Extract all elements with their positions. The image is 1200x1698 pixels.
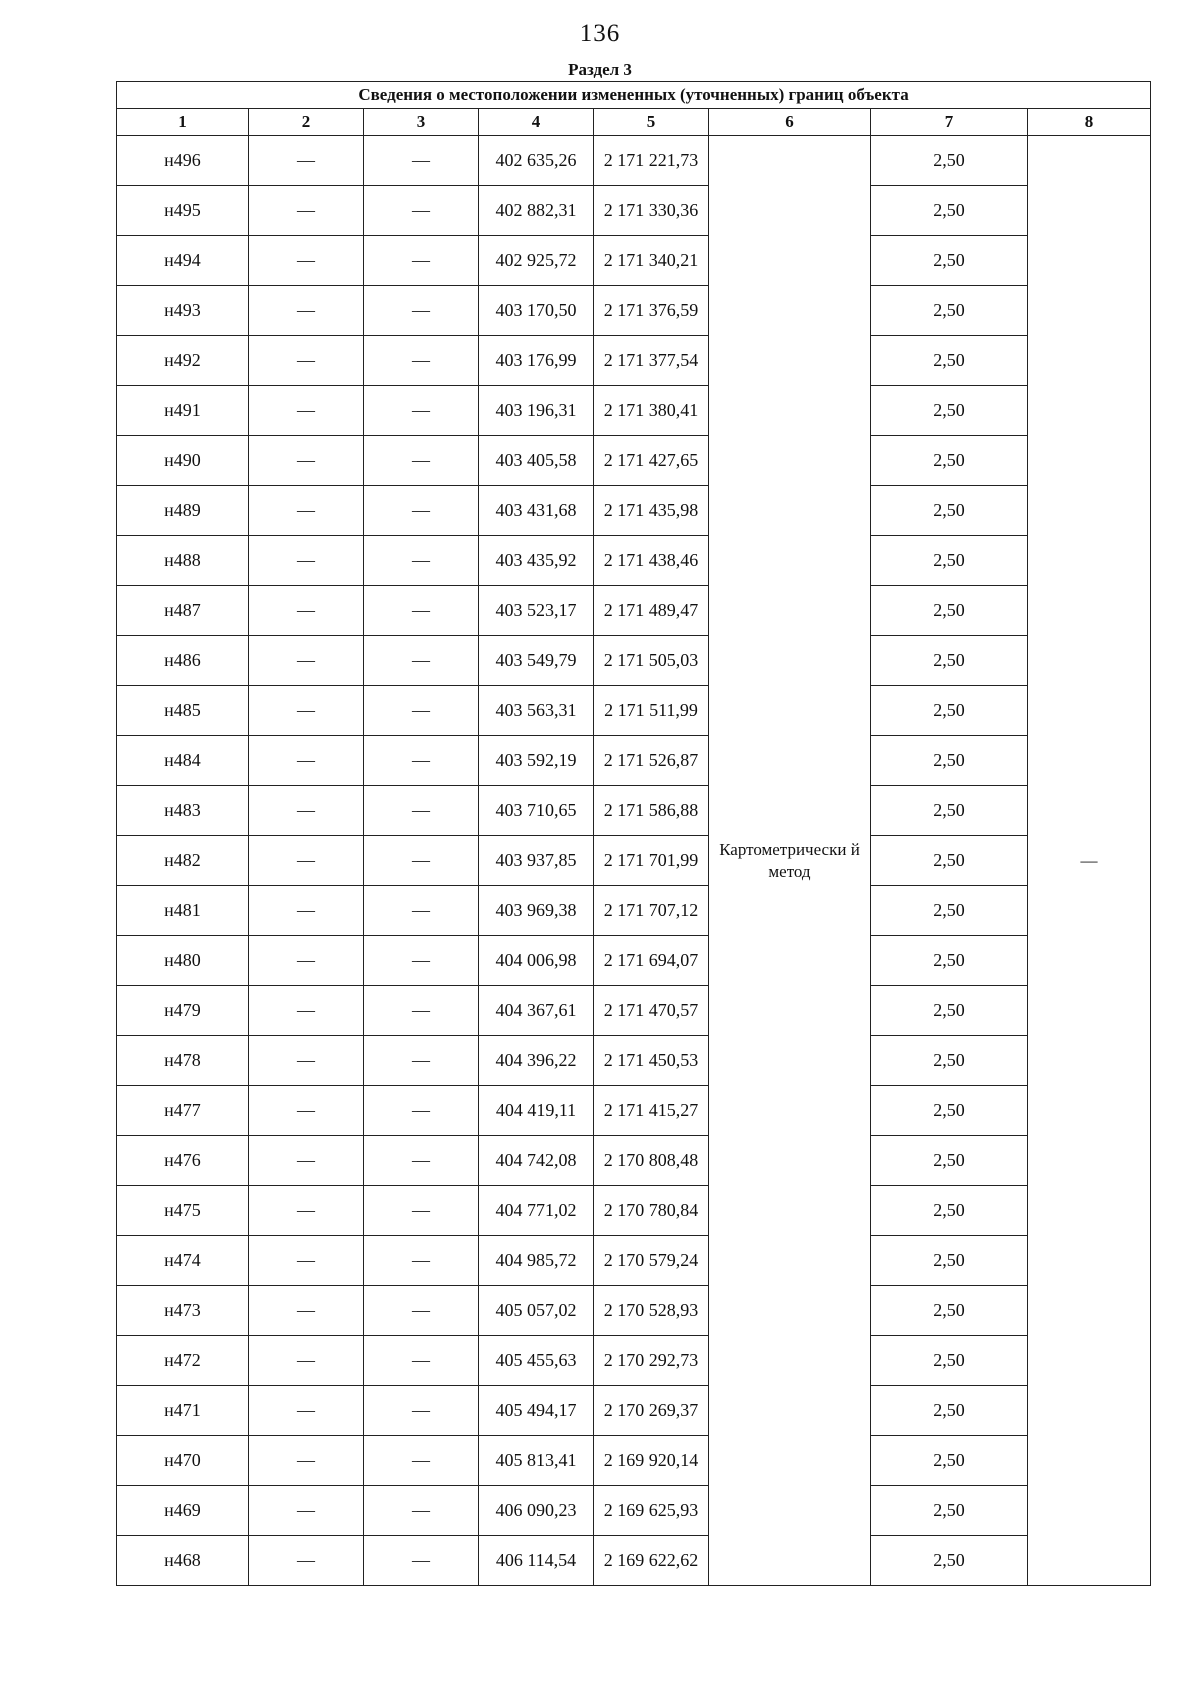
coordinate-x: 405 455,63	[479, 1336, 594, 1386]
coordinate-y: 2 170 269,37	[594, 1386, 709, 1436]
accuracy-value: 2,50	[871, 936, 1028, 986]
table-row	[117, 836, 1151, 886]
table-row	[117, 786, 1151, 836]
col3-value: —	[364, 986, 479, 1036]
coordinate-x: 402 635,26	[479, 136, 594, 186]
point-number: н470	[117, 1436, 249, 1486]
table-row	[117, 186, 1151, 236]
table-row	[117, 286, 1151, 336]
accuracy-value: 2,50	[871, 186, 1028, 236]
point-number: н495	[117, 186, 249, 236]
table-row	[117, 1186, 1151, 1236]
coordinate-y: 2 171 450,53	[594, 1036, 709, 1086]
col3-value: —	[364, 486, 479, 536]
table-body	[117, 136, 1151, 1586]
table-row	[117, 136, 1151, 186]
table-row	[117, 936, 1151, 986]
coordinate-y: 2 171 707,12	[594, 886, 709, 936]
point-number: н474	[117, 1236, 249, 1286]
table-row	[117, 986, 1151, 1036]
point-number: н484	[117, 736, 249, 786]
accuracy-value: 2,50	[871, 786, 1028, 836]
accuracy-value: 2,50	[871, 436, 1028, 486]
col3-value: —	[364, 1436, 479, 1486]
col3-value: —	[364, 1386, 479, 1436]
col3-value: —	[364, 1486, 479, 1536]
coordinate-y: 2 170 528,93	[594, 1286, 709, 1336]
point-number: н475	[117, 1186, 249, 1236]
col2-value: —	[249, 536, 364, 586]
table-row	[117, 436, 1151, 486]
col3-value: —	[364, 336, 479, 386]
accuracy-value: 2,50	[871, 586, 1028, 636]
column-header-6: 6	[709, 109, 871, 136]
coordinate-x: 403 710,65	[479, 786, 594, 836]
accuracy-value: 2,50	[871, 1086, 1028, 1136]
coordinate-x: 405 813,41	[479, 1436, 594, 1486]
table-row	[117, 236, 1151, 286]
col2-value: —	[249, 1536, 364, 1586]
coordinate-x: 404 006,98	[479, 936, 594, 986]
col2-value: —	[249, 936, 364, 986]
table-caption: Сведения о местоположении измененных (уточненных) границ объекта	[117, 82, 1151, 109]
col2-value: —	[249, 1436, 364, 1486]
point-number: н483	[117, 786, 249, 836]
coordinate-y: 2 171 221,73	[594, 136, 709, 186]
accuracy-value: 2,50	[871, 136, 1028, 186]
col2-value: —	[249, 736, 364, 786]
point-number: н485	[117, 686, 249, 736]
col2-value: —	[249, 1186, 364, 1236]
col3-value: —	[364, 236, 479, 286]
point-number: н489	[117, 486, 249, 536]
table-row	[117, 636, 1151, 686]
accuracy-value: 2,50	[871, 1136, 1028, 1186]
accuracy-value: 2,50	[871, 336, 1028, 386]
col3-value: —	[364, 686, 479, 736]
point-number: н480	[117, 936, 249, 986]
accuracy-value: 2,50	[871, 986, 1028, 1036]
point-number: н496	[117, 136, 249, 186]
point-number: н478	[117, 1036, 249, 1086]
accuracy-value: 2,50	[871, 1036, 1028, 1086]
col3-value: —	[364, 1136, 479, 1186]
coordinate-y: 2 171 470,57	[594, 986, 709, 1036]
col3-value: —	[364, 736, 479, 786]
col3-value: —	[364, 136, 479, 186]
column-header-8: 8	[1028, 109, 1151, 136]
coordinate-x: 403 176,99	[479, 336, 594, 386]
accuracy-value: 2,50	[871, 886, 1028, 936]
col2-value: —	[249, 1086, 364, 1136]
accuracy-value: 2,50	[871, 1236, 1028, 1286]
table-row	[117, 1136, 1151, 1186]
coordinate-x: 403 196,31	[479, 386, 594, 436]
col3-value: —	[364, 436, 479, 486]
col3-value: —	[364, 386, 479, 436]
column-header-2: 2	[249, 109, 364, 136]
accuracy-value: 2,50	[871, 286, 1028, 336]
table-row	[117, 336, 1151, 386]
table-row	[117, 736, 1151, 786]
coordinate-x: 403 592,19	[479, 736, 594, 786]
coordinate-y: 2 171 586,88	[594, 786, 709, 836]
column-header-1: 1	[117, 109, 249, 136]
coordinate-y: 2 171 427,65	[594, 436, 709, 486]
point-number: н492	[117, 336, 249, 386]
table-row	[117, 536, 1151, 586]
col3-value: —	[364, 1036, 479, 1086]
col2-value: —	[249, 136, 364, 186]
coordinate-y: 2 171 340,21	[594, 236, 709, 286]
coordinate-y: 2 170 808,48	[594, 1136, 709, 1186]
accuracy-value: 2,50	[871, 386, 1028, 436]
coordinate-y: 2 171 489,47	[594, 586, 709, 636]
point-number: н490	[117, 436, 249, 486]
col3-value: —	[364, 786, 479, 836]
coordinate-x: 404 742,08	[479, 1136, 594, 1186]
coordinate-x: 403 170,50	[479, 286, 594, 336]
point-number: н472	[117, 1336, 249, 1386]
accuracy-value: 2,50	[871, 636, 1028, 686]
table-row	[117, 1536, 1151, 1586]
col2-value: —	[249, 236, 364, 286]
col3-value: —	[364, 286, 479, 336]
coordinate-y: 2 171 330,36	[594, 186, 709, 236]
coordinate-y: 2 170 579,24	[594, 1236, 709, 1286]
col2-value: —	[249, 1136, 364, 1186]
col2-value: —	[249, 186, 364, 236]
col2-value: —	[249, 786, 364, 836]
coordinate-x: 403 937,85	[479, 836, 594, 886]
col2-value: —	[249, 386, 364, 436]
table-row	[117, 1336, 1151, 1386]
coordinate-x: 402 925,72	[479, 236, 594, 286]
table-row	[117, 386, 1151, 436]
coordinate-y: 2 171 435,98	[594, 486, 709, 536]
column-header-4: 4	[479, 109, 594, 136]
col2-value: —	[249, 1236, 364, 1286]
table-row	[117, 1036, 1151, 1086]
col2-value: —	[249, 836, 364, 886]
point-number: н479	[117, 986, 249, 1036]
col3-value: —	[364, 186, 479, 236]
coordinate-x: 402 882,31	[479, 186, 594, 236]
coordinate-y: 2 171 511,99	[594, 686, 709, 736]
accuracy-value: 2,50	[871, 736, 1028, 786]
accuracy-value: 2,50	[871, 836, 1028, 886]
col2-value: —	[249, 1486, 364, 1536]
accuracy-value: 2,50	[871, 1486, 1028, 1536]
table-header-row	[117, 109, 1151, 136]
accuracy-value: 2,50	[871, 1336, 1028, 1386]
table-row	[117, 1486, 1151, 1536]
page-number: 136	[579, 20, 621, 47]
accuracy-value: 2,50	[871, 1436, 1028, 1486]
col3-value: —	[364, 1336, 479, 1386]
coordinate-x: 403 563,31	[479, 686, 594, 736]
col3-value: —	[364, 836, 479, 886]
coordinate-x: 404 396,22	[479, 1036, 594, 1086]
coordinate-y: 2 171 380,41	[594, 386, 709, 436]
coordinate-y: 2 169 622,62	[594, 1536, 709, 1586]
coordinate-y: 2 171 376,59	[594, 286, 709, 336]
coordinate-x: 403 549,79	[479, 636, 594, 686]
col2-value: —	[249, 1336, 364, 1386]
point-number: н471	[117, 1386, 249, 1436]
col3-value: —	[364, 1286, 479, 1336]
point-number: н473	[117, 1286, 249, 1336]
col3-value: —	[364, 936, 479, 986]
coordinate-y: 2 171 701,99	[594, 836, 709, 886]
accuracy-value: 2,50	[871, 236, 1028, 286]
table-caption-row	[117, 82, 1151, 109]
column-header-3: 3	[364, 109, 479, 136]
table-row	[117, 1236, 1151, 1286]
point-number: н476	[117, 1136, 249, 1186]
table-row	[117, 886, 1151, 936]
coordinate-y: 2 169 625,93	[594, 1486, 709, 1536]
method-cell: Картометрически й метод	[709, 136, 871, 1586]
col3-value: —	[364, 536, 479, 586]
col3-value: —	[364, 1536, 479, 1586]
column-header-7: 7	[871, 109, 1028, 136]
coordinate-y: 2 170 780,84	[594, 1186, 709, 1236]
col8-cell: —	[1028, 136, 1151, 1586]
col2-value: —	[249, 986, 364, 1036]
section-title: Раздел 3	[568, 60, 632, 79]
col3-value: —	[364, 1186, 479, 1236]
coordinate-x: 403 431,68	[479, 486, 594, 536]
point-number: н477	[117, 1086, 249, 1136]
col2-value: —	[249, 336, 364, 386]
point-number: н482	[117, 836, 249, 886]
col2-value: —	[249, 436, 364, 486]
coordinate-y: 2 171 438,46	[594, 536, 709, 586]
table-row	[117, 1436, 1151, 1486]
point-number: н488	[117, 536, 249, 586]
coordinate-y: 2 171 526,87	[594, 736, 709, 786]
column-header-5: 5	[594, 109, 709, 136]
col3-value: —	[364, 636, 479, 686]
coordinate-y: 2 171 505,03	[594, 636, 709, 686]
coordinate-x: 404 771,02	[479, 1186, 594, 1236]
col2-value: —	[249, 586, 364, 636]
table-row	[117, 1286, 1151, 1336]
col2-value: —	[249, 1386, 364, 1436]
accuracy-value: 2,50	[871, 1386, 1028, 1436]
point-number: н493	[117, 286, 249, 336]
table-row	[117, 1386, 1151, 1436]
col3-value: —	[364, 586, 479, 636]
point-number: н468	[117, 1536, 249, 1586]
accuracy-value: 2,50	[871, 1536, 1028, 1586]
coordinate-y: 2 171 377,54	[594, 336, 709, 386]
col2-value: —	[249, 486, 364, 536]
coordinate-x: 403 523,17	[479, 586, 594, 636]
point-number: н494	[117, 236, 249, 286]
table-row	[117, 486, 1151, 536]
col2-value: —	[249, 1286, 364, 1336]
point-number: н487	[117, 586, 249, 636]
coordinate-x: 403 435,92	[479, 536, 594, 586]
table-row	[117, 686, 1151, 736]
point-number: н469	[117, 1486, 249, 1536]
coordinate-x: 406 090,23	[479, 1486, 594, 1536]
col2-value: —	[249, 286, 364, 336]
col3-value: —	[364, 886, 479, 936]
col2-value: —	[249, 686, 364, 736]
coordinate-x: 404 985,72	[479, 1236, 594, 1286]
col2-value: —	[249, 636, 364, 686]
coordinate-x: 404 367,61	[479, 986, 594, 1036]
point-number: н481	[117, 886, 249, 936]
coordinate-x: 405 057,02	[479, 1286, 594, 1336]
coordinate-x: 403 969,38	[479, 886, 594, 936]
col3-value: —	[364, 1236, 479, 1286]
accuracy-value: 2,50	[871, 686, 1028, 736]
table-row	[117, 586, 1151, 636]
coordinate-y: 2 171 415,27	[594, 1086, 709, 1136]
accuracy-value: 2,50	[871, 486, 1028, 536]
coordinate-y: 2 170 292,73	[594, 1336, 709, 1386]
accuracy-value: 2,50	[871, 1286, 1028, 1336]
coordinate-x: 404 419,11	[479, 1086, 594, 1136]
coordinate-y: 2 169 920,14	[594, 1436, 709, 1486]
coordinate-y: 2 171 694,07	[594, 936, 709, 986]
boundary-table	[116, 81, 1151, 1586]
coordinate-x: 403 405,58	[479, 436, 594, 486]
accuracy-value: 2,50	[871, 1186, 1028, 1236]
coordinate-x: 405 494,17	[479, 1386, 594, 1436]
point-number: н486	[117, 636, 249, 686]
coordinate-x: 406 114,54	[479, 1536, 594, 1586]
accuracy-value: 2,50	[871, 536, 1028, 586]
table-row	[117, 1086, 1151, 1136]
col2-value: —	[249, 886, 364, 936]
col3-value: —	[364, 1086, 479, 1136]
point-number: н491	[117, 386, 249, 436]
col2-value: —	[249, 1036, 364, 1086]
